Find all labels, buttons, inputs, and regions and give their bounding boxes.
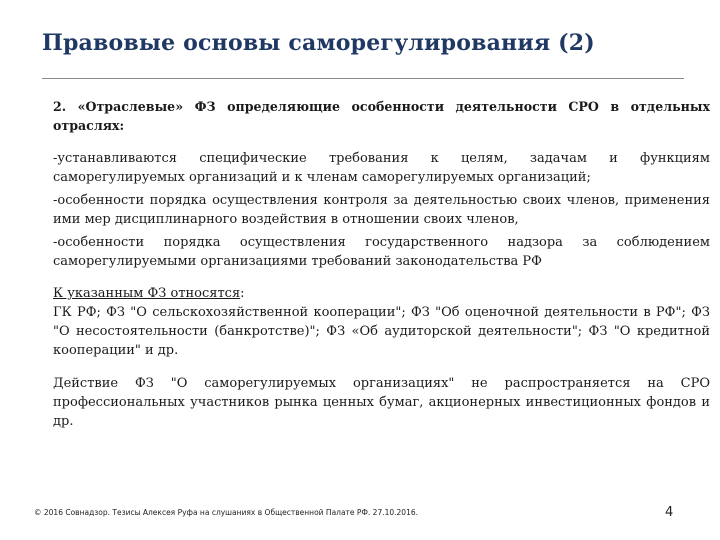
slide-title: Правовые основы саморегулирования (2) [42,30,595,56]
laws-label: К указанным ФЗ относятся [53,286,241,301]
slide-content [53,97,710,431]
page-number: 4 [665,505,674,520]
title-divider [42,78,684,79]
footer-copyright: © 2016 Совнадзор. Тезисы Алексея Руфа на слушаниях в Общественной Палате РФ. 27.10.2016. [34,508,419,517]
laws-colon: : [240,286,245,301]
bullet-item: -устанавливаются специфические требования к целям, задачам и функциям саморегулируемых организаций и к членам саморегулируемых организаций; [53,151,710,185]
laws-text: ГК РФ; ФЗ "О сельскохозяйственной кооперации"; ФЗ "Об оценочной деятельности в РФ"; ФЗ "О несостоятельности (банкротстве)"; ФЗ «Об аудиторской деятельности"; ФЗ "О кредитной кооперации" и др. [53,305,710,358]
laws-paragraph [53,284,710,360]
bullet-item: -особенности порядка осуществления государственного надзора за соблюдением саморегулируемыми организациями требований законодательства РФ [53,235,710,269]
bullet-item: -особенности порядка осуществления контроля за деятельностью своих членов, применения ими мер дисциплинарного воздействия в отношении своих членов, [53,193,710,227]
section-heading: 2. «Отраслевые» ФЗ определяющие особенности деятельности СРО в отдельных отраслях: [53,99,710,133]
note-paragraph: Действие ФЗ "О саморегулируемых организациях" не распространяется на СРО профессиональных участников рынка ценных бумаг, акционерных инвестиционных фондов и др. [53,376,710,429]
